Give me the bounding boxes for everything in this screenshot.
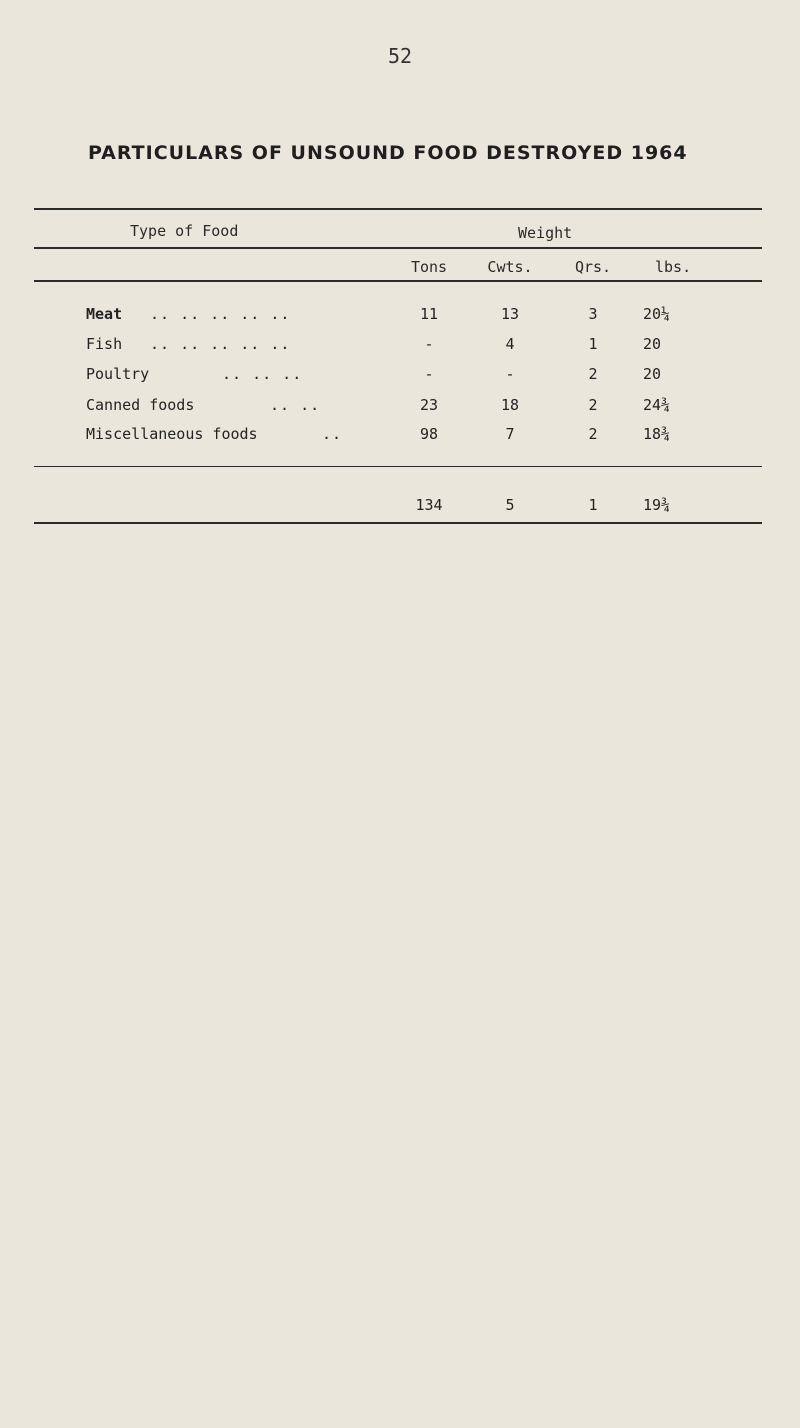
col-header-tons: Tons xyxy=(410,258,448,276)
cell-tons: - xyxy=(424,335,434,353)
cell-cwts: 13 xyxy=(500,305,520,323)
leader-dots: .. .. xyxy=(270,396,321,414)
cell-qrs: 2 xyxy=(588,396,598,414)
total-tons: 134 xyxy=(415,496,443,514)
table-row-name: Miscellaneous foods xyxy=(86,425,258,443)
cell-qrs: 2 xyxy=(588,365,598,383)
col-header-lbs: lbs. xyxy=(655,258,692,276)
leader-dots: .. .. .. xyxy=(222,365,303,383)
table-row-name: Fish xyxy=(86,335,123,353)
cell-cwts: 4 xyxy=(505,335,515,353)
cell-lbs: 20 xyxy=(643,335,662,353)
table-top-rule xyxy=(34,208,762,210)
cell-tons: 98 xyxy=(419,425,439,443)
cell-qrs: 1 xyxy=(588,335,598,353)
leader-dots: .. .. .. .. .. xyxy=(150,335,291,353)
cell-lbs: 18¾ xyxy=(643,425,671,443)
cell-qrs: 2 xyxy=(588,425,598,443)
total-lbs: 19¾ xyxy=(643,496,671,514)
header-type-of-food: Type of Food xyxy=(130,222,239,240)
header-weight: Weight xyxy=(518,224,573,242)
page-number: 52 xyxy=(387,44,413,68)
total-qrs: 1 xyxy=(588,496,598,514)
cell-lbs: 20¼ xyxy=(643,305,671,323)
header-rule xyxy=(34,247,762,249)
subheader-rule xyxy=(34,280,762,282)
cell-tons: 11 xyxy=(419,305,439,323)
cell-cwts: - xyxy=(505,365,515,383)
page-title: PARTICULARS OF UNSOUND FOOD DESTROYED 1964 xyxy=(88,142,688,164)
table-row-name: Meat xyxy=(86,305,123,323)
col-header-cwts: Cwts. xyxy=(487,258,533,276)
cell-cwts: 18 xyxy=(500,396,520,414)
cell-tons: - xyxy=(424,365,434,383)
cell-lbs: 20 xyxy=(643,365,662,383)
cell-lbs: 24¾ xyxy=(643,396,671,414)
total-top-rule xyxy=(34,466,762,467)
table-bottom-rule xyxy=(34,522,762,524)
cell-qrs: 3 xyxy=(588,305,598,323)
cell-tons: 23 xyxy=(419,396,439,414)
leader-dots: .. .. .. .. .. xyxy=(150,305,291,323)
total-cwts: 5 xyxy=(505,496,515,514)
cell-cwts: 7 xyxy=(505,425,515,443)
col-header-qrs: Qrs. xyxy=(574,258,612,276)
leader-dots: .. xyxy=(322,425,343,443)
table-row-name: Canned foods xyxy=(86,396,195,414)
table-row-name: Poultry xyxy=(86,365,150,383)
